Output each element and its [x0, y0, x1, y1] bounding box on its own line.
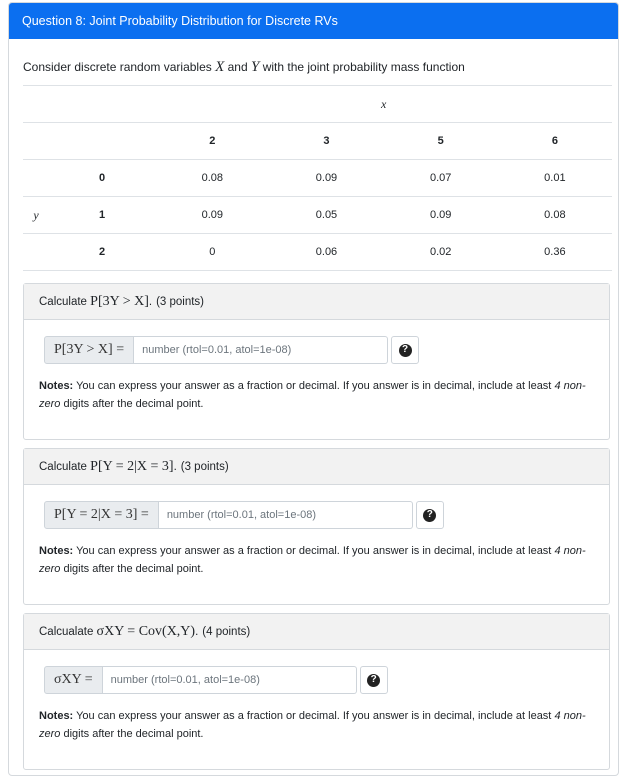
help-button[interactable]	[360, 666, 388, 694]
x-axis-label: x	[380, 96, 387, 111]
pmf-row	[23, 160, 612, 197]
pmf-cell: 0	[155, 234, 269, 271]
notes-text-end: digits after the decimal point.	[63, 398, 204, 410]
notes-text: You can express your answer as a fraction or decimal. If you answer is in decimal, include at least	[76, 545, 552, 557]
part-prompt: Calculate	[39, 460, 87, 473]
intro-prefix: Consider discrete random variables	[23, 60, 212, 74]
notes-label: Notes:	[39, 710, 74, 722]
answer-input-group	[44, 336, 419, 364]
part-card-3	[23, 613, 610, 770]
part-expression: P[3Y > X]	[90, 293, 149, 309]
help-button[interactable]	[416, 501, 444, 529]
question-circle-icon: ?	[399, 344, 412, 357]
answer-input[interactable]	[159, 501, 413, 529]
pmf-cell: 0.36	[498, 234, 612, 271]
var-x: X	[215, 59, 225, 75]
pmf-table	[23, 85, 612, 271]
pmf-cell: 0.08	[155, 160, 269, 197]
answer-label: σXY =	[44, 666, 103, 694]
answer-input[interactable]	[103, 666, 357, 694]
answer-label: P[Y = 2|X = 3] =	[44, 501, 159, 529]
intro-and: and	[227, 60, 248, 74]
pmf-cell: 0.05	[269, 197, 383, 234]
answer-label: P[3Y > X] =	[44, 336, 134, 364]
part-points: (3 points)	[180, 460, 229, 473]
part-header: Calculate P[Y = 2|X = 3] . (3 points)	[24, 449, 609, 485]
part-notes	[39, 377, 599, 413]
part-body	[24, 485, 609, 603]
part-header: Calcualate σXY = Cov(X,Y) . (4 points)	[24, 614, 609, 650]
help-button[interactable]	[391, 336, 419, 364]
y-value-header: 0	[49, 160, 155, 197]
pmf-cell: 0.08	[498, 197, 612, 234]
part-header: Calculate P[3Y > X] . (3 points)	[24, 284, 609, 320]
part-body	[24, 320, 609, 438]
part-prompt: Calculate	[39, 295, 87, 308]
notes-emphasis: 4 non-zero	[39, 545, 586, 575]
pmf-header-row	[23, 123, 612, 160]
notes-label: Notes:	[39, 380, 74, 392]
pmf-row	[23, 234, 612, 271]
pmf-x-label-row	[23, 86, 612, 123]
y-value-header: 1	[49, 197, 155, 234]
part-expression: σXY = Cov(X,Y)	[96, 623, 196, 639]
pmf-cell: 0.02	[384, 234, 498, 271]
pmf-cell: 0.09	[155, 197, 269, 234]
notes-emphasis: 4 non-zero	[39, 710, 586, 740]
pmf-row	[23, 197, 612, 234]
part-card-1	[23, 283, 610, 440]
notes-emphasis: 4 non-zero	[39, 380, 586, 410]
notes-text-end: digits after the decimal point.	[63, 728, 204, 740]
notes-text: You can express your answer as a fraction or decimal. If you answer is in decimal, include at least	[76, 710, 552, 722]
part-body	[24, 650, 609, 768]
question-circle-icon: ?	[367, 674, 380, 687]
pmf-cell: 0.09	[269, 160, 383, 197]
notes-label: Notes:	[39, 545, 74, 557]
part-points: (3 points)	[156, 295, 205, 308]
x-value-header: 6	[498, 123, 612, 160]
answer-input[interactable]	[134, 336, 388, 364]
question-card	[8, 2, 619, 776]
part-expression: P[Y = 2|X = 3]	[90, 458, 174, 474]
part-prompt: Calcualate	[39, 625, 94, 638]
y-value-header: 2	[49, 234, 155, 271]
part-points: (4 points)	[202, 625, 251, 638]
question-circle-icon: ?	[423, 509, 436, 522]
notes-text-end: digits after the decimal point.	[63, 563, 204, 575]
part-notes	[39, 542, 599, 578]
x-value-header: 5	[384, 123, 498, 160]
intro-suffix: with the joint probability mass function	[262, 60, 465, 74]
pmf-cell: 0.09	[384, 197, 498, 234]
x-value-header: 3	[269, 123, 383, 160]
question-title: Question 8: Joint Probability Distribution for Discrete RVs	[9, 3, 618, 39]
question-intro	[23, 59, 465, 76]
pmf-cell: 0.06	[269, 234, 383, 271]
part-card-2	[23, 448, 610, 605]
x-value-header: 2	[155, 123, 269, 160]
answer-input-group	[44, 666, 388, 694]
y-axis-label: y	[33, 207, 39, 222]
part-notes	[39, 707, 599, 743]
answer-input-group	[44, 501, 444, 529]
pmf-cell: 0.07	[384, 160, 498, 197]
pmf-cell: 0.01	[498, 160, 612, 197]
notes-text: You can express your answer as a fraction or decimal. If you answer is in decimal, include at least	[76, 380, 552, 392]
var-y: Y	[251, 59, 260, 75]
